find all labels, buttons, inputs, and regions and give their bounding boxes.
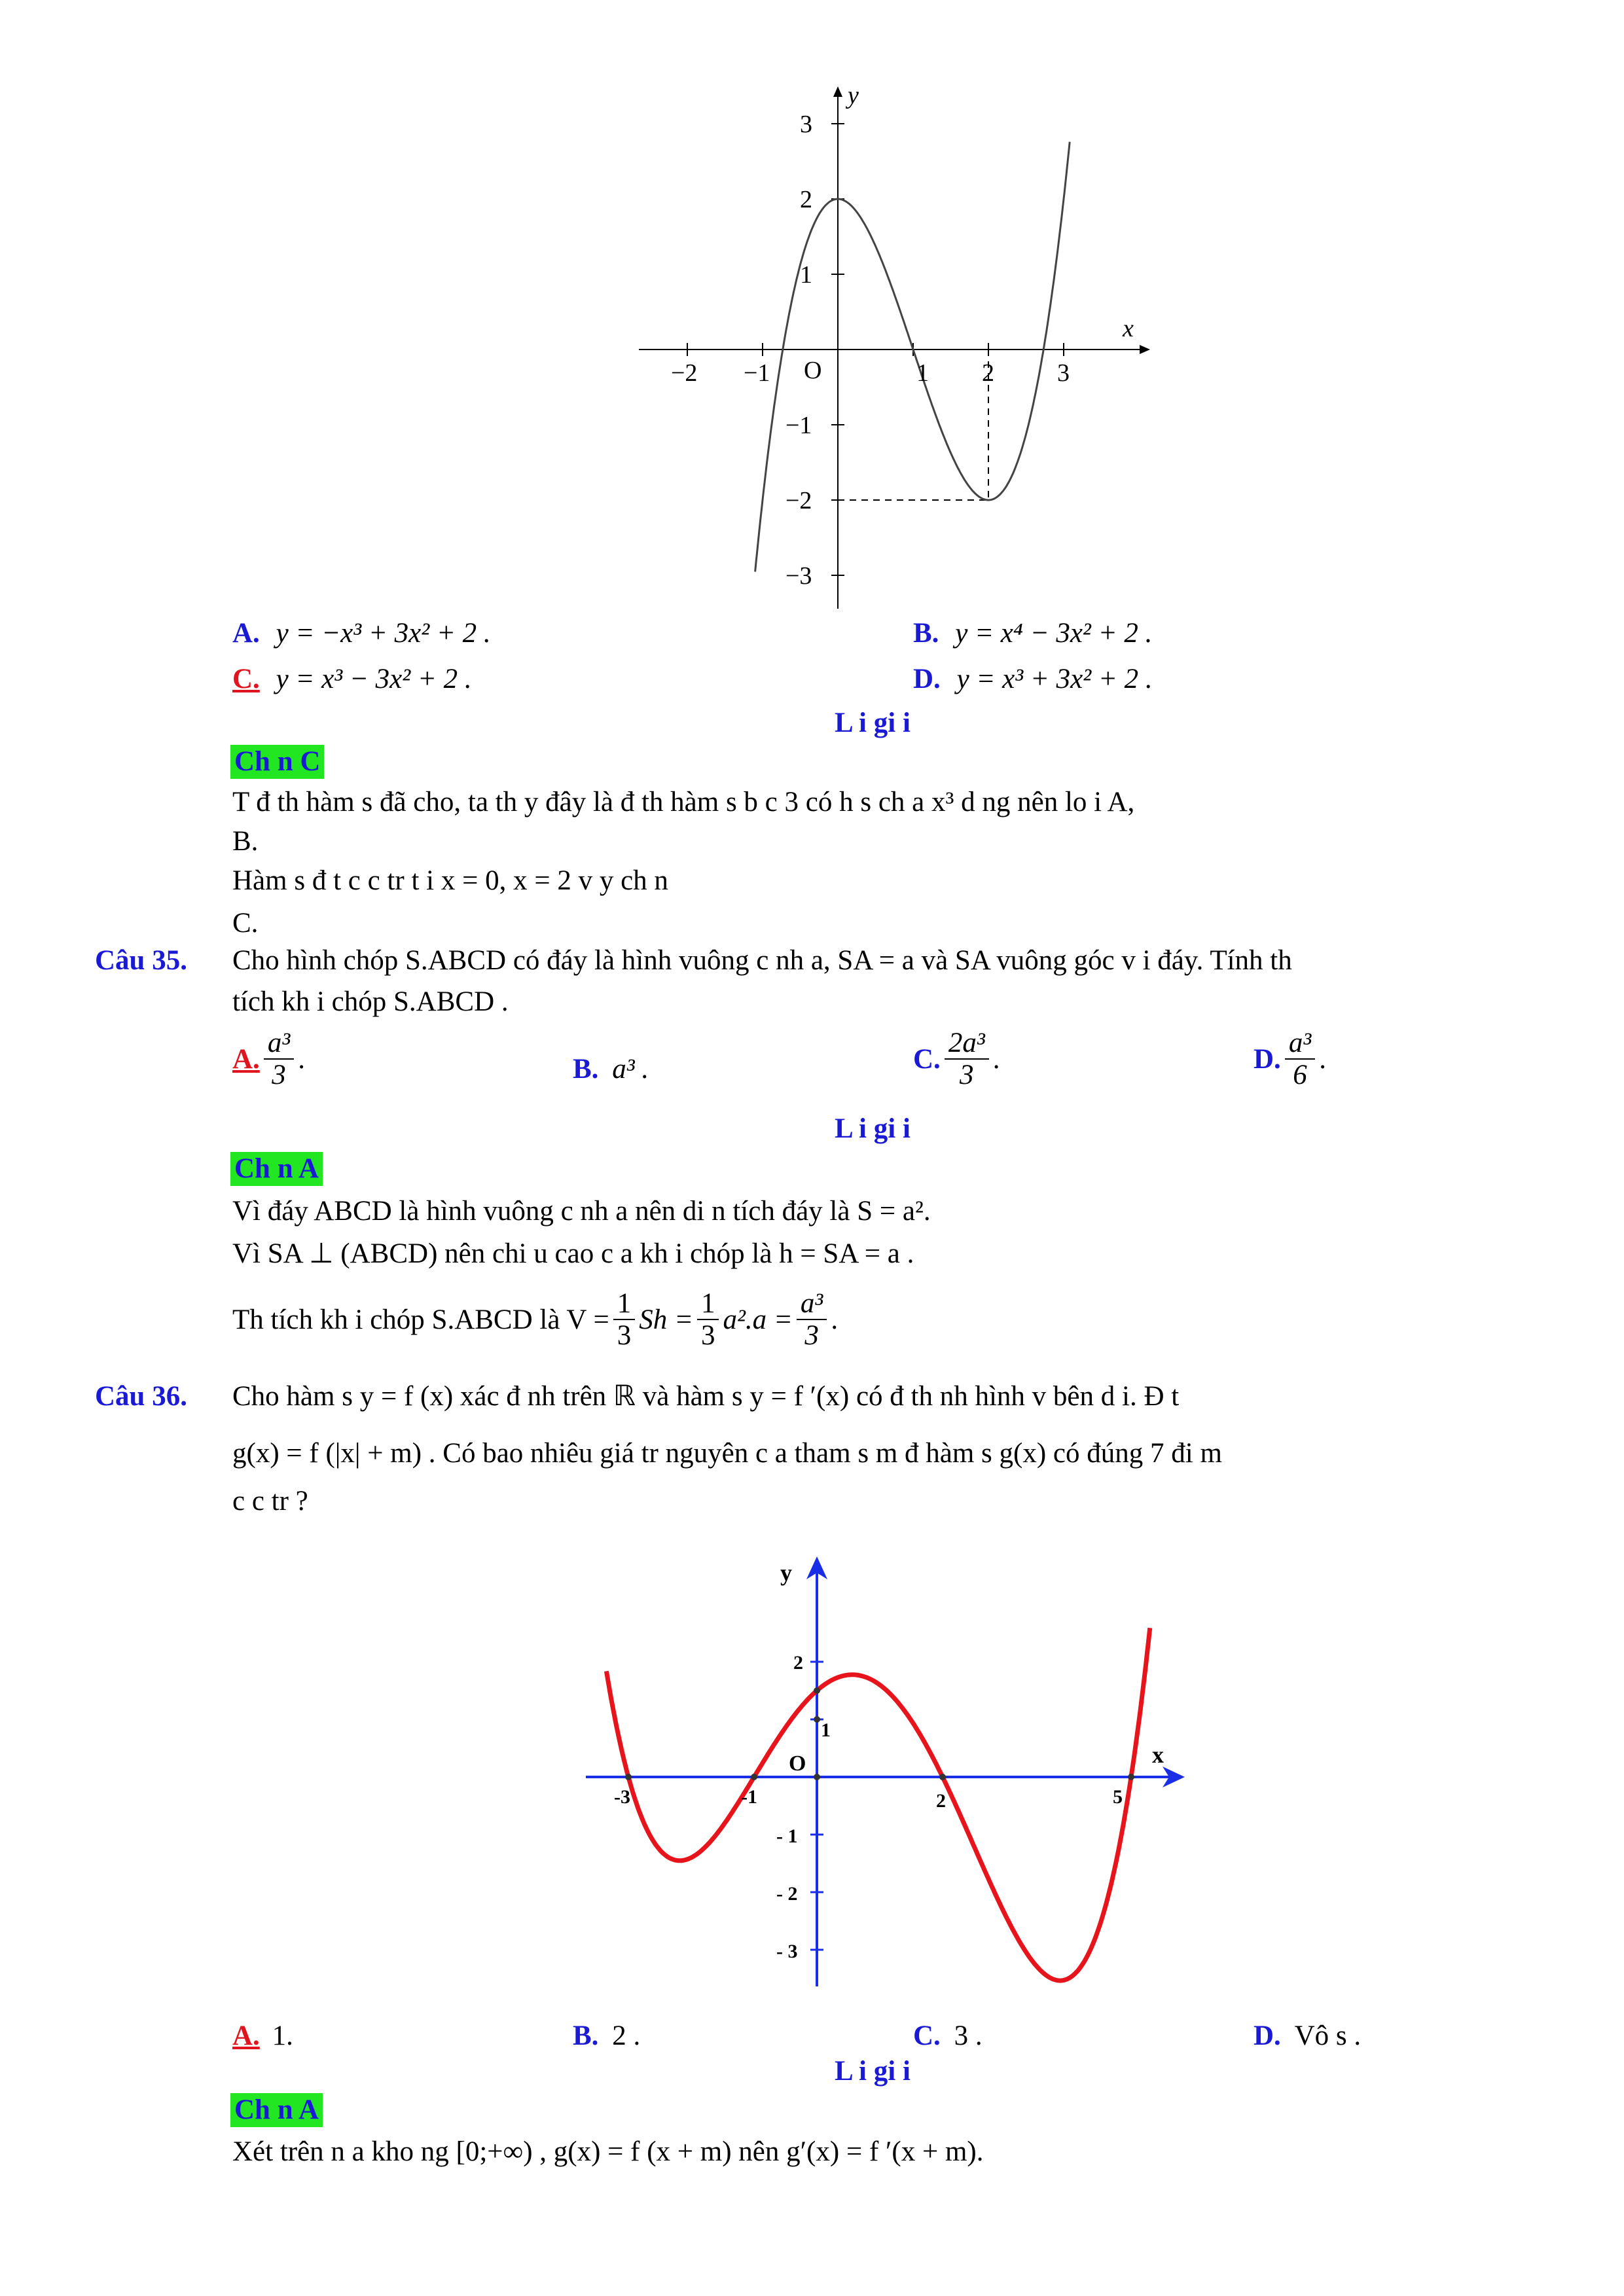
q35-option-a[interactable]: A. $\frac{\text{a³}}{3}$ . <box>232 1028 305 1091</box>
root-point <box>751 1774 757 1780</box>
q35-question-line: Cho hình chóp S.ABCD có đáy là hình vuông c nh a, SA = a và SA vuông góc v i đáy. Tính th <box>232 945 1292 976</box>
origin-label: O <box>789 1751 806 1776</box>
q35-volume-formula: Th tích kh i chóp S.ABCD là V = $\frac{1}{3}$ Sh = $\frac{1}{3}$ a².a = $\frac{\text{a³}}{3}$ . <box>232 1288 839 1352</box>
origin-label: O <box>804 357 822 384</box>
q34-option-c[interactable]: C. y = x³ − 3x² + 2 . <box>232 664 472 694</box>
q36-option-b[interactable]: B. 2 . <box>573 2020 641 2051</box>
x-tick-label: −1 <box>744 359 770 387</box>
q36-solution-line: Xét trên n a kho ng [0;+∞) , g(x) = f (x + m) nên g′(x) = f ′(x + m). <box>232 2136 984 2167</box>
q35-option-d[interactable]: D. $\frac{\text{a³}}{6}$ . <box>1254 1028 1326 1091</box>
q35-option-b[interactable]: B. a³ . <box>573 1054 649 1085</box>
y-tick-label: 3 <box>800 111 812 138</box>
y-tick-label: 2 <box>793 1652 803 1674</box>
q34-option-d[interactable]: D. y = x³ + 3x² + 2 . <box>913 664 1153 694</box>
x-tick-label: -1 <box>741 1786 757 1808</box>
q34-option-a[interactable]: A. y = −x³ + 3x² + 2 . <box>232 618 491 649</box>
q34-solution-line: C. <box>232 908 259 939</box>
q34-solution-line: T đ th hàm s đã cho, ta th y đây là đ th hàm s b c 3 có h s ch a x³ d ng nên lo i A, <box>232 787 1135 817</box>
q36-option-a[interactable]: A. 1. <box>232 2020 293 2051</box>
y-one-point <box>814 1716 820 1723</box>
y-tick-label: 2 <box>800 186 812 213</box>
q35-option-c[interactable]: C. $\frac{\text{2a³}}{3}$ . <box>913 1028 1000 1091</box>
q35-choice-badge: Ch n A <box>230 1152 323 1186</box>
fraction: $\frac{\text{2a³}}{3}$ <box>945 1028 989 1091</box>
derivative-curve <box>606 1628 1149 1981</box>
x-tick-label: 1 <box>916 359 929 387</box>
root-point <box>625 1774 632 1780</box>
root-point <box>939 1774 946 1780</box>
x-tick-label: -3 <box>614 1786 630 1808</box>
q35-solution-title: L i gi i <box>835 1113 911 1144</box>
y-tick-label: - 1 <box>776 1825 798 1847</box>
root-point <box>1128 1774 1134 1780</box>
fraction: $\frac{\text{a³}}{3}$ <box>264 1028 294 1091</box>
q34-option-b[interactable]: B. y = x⁴ − 3x² + 2 . <box>913 618 1153 649</box>
y-tick-label: 1 <box>821 1719 831 1741</box>
q34-solution-title: L i gi i <box>835 708 911 738</box>
y-tick-label: −2 <box>785 487 812 514</box>
q35-question-line: tích kh i chóp S.ABCD . <box>232 986 509 1017</box>
fraction: $\frac{\text{a³}}{3}$ <box>797 1288 827 1352</box>
q34-choice-badge: Ch n C <box>230 745 324 779</box>
q36-choice-badge: Ch n A <box>230 2093 323 2127</box>
y-tick-label: −3 <box>785 562 812 590</box>
q35-solution-line: Vì đáy ABCD là hình vuông c nh a nên di n tích đáy là S = a². <box>232 1196 931 1227</box>
y-intercept-point <box>814 1687 820 1694</box>
q36-option-d[interactable]: D. Vô s . <box>1254 2020 1362 2051</box>
q34-solution-line: Hàm s đ t c c tr t i x = 0, x = 2 v y ch n <box>232 865 668 896</box>
y-tick-label: - 3 <box>776 1941 798 1962</box>
x-axis-label: x <box>1123 315 1134 342</box>
q36-number: Câu 36. <box>95 1381 187 1412</box>
q35-number: Câu 35. <box>95 945 187 976</box>
origin-point <box>814 1774 820 1780</box>
q36-question-line: g(x) = f (|x| + m) . Có bao nhiêu giá tr nguyên c a tham s m đ hàm s g(x) có đúng 7 đi m <box>232 1438 1222 1469</box>
fraction: $\frac{1}{3}$ <box>697 1288 719 1352</box>
q36-solution-title: L i gi i <box>835 2056 911 2087</box>
x-axis-label: x <box>1152 1742 1164 1768</box>
y-tick-label: −1 <box>785 412 812 439</box>
graph-derivative <box>583 1554 1198 2000</box>
x-tick-label: 2 <box>982 359 994 387</box>
x-tick-label: 5 <box>1113 1786 1123 1808</box>
graph-cubic <box>628 72 1152 615</box>
q35-solution-line: Vì SA ⊥ (ABCD) nên chi u cao c a kh i chóp là h = SA = a . <box>232 1238 914 1269</box>
y-axis-label: y <box>848 82 859 109</box>
q36-option-c[interactable]: C. 3 . <box>913 2020 983 2051</box>
y-axis-label: y <box>780 1560 792 1586</box>
y-tick-label: - 2 <box>776 1883 798 1905</box>
fraction: $\frac{\text{a³}}{6}$ <box>1285 1028 1315 1091</box>
x-tick-label: 2 <box>936 1790 946 1812</box>
fraction: $\frac{1}{3}$ <box>613 1288 636 1352</box>
q34-solution-line: B. <box>232 826 259 857</box>
x-tick-label: −2 <box>671 359 698 387</box>
x-tick-label: 3 <box>1057 359 1070 387</box>
y-tick-label: 1 <box>800 261 812 289</box>
q36-question-line: Cho hàm s y = f (x) xác đ nh trên ℝ và hàm s y = f ′(x) có đ th nh hình v bên d i. Đ t <box>232 1381 1180 1412</box>
q36-question-line: c c tr ? <box>232 1486 308 1516</box>
